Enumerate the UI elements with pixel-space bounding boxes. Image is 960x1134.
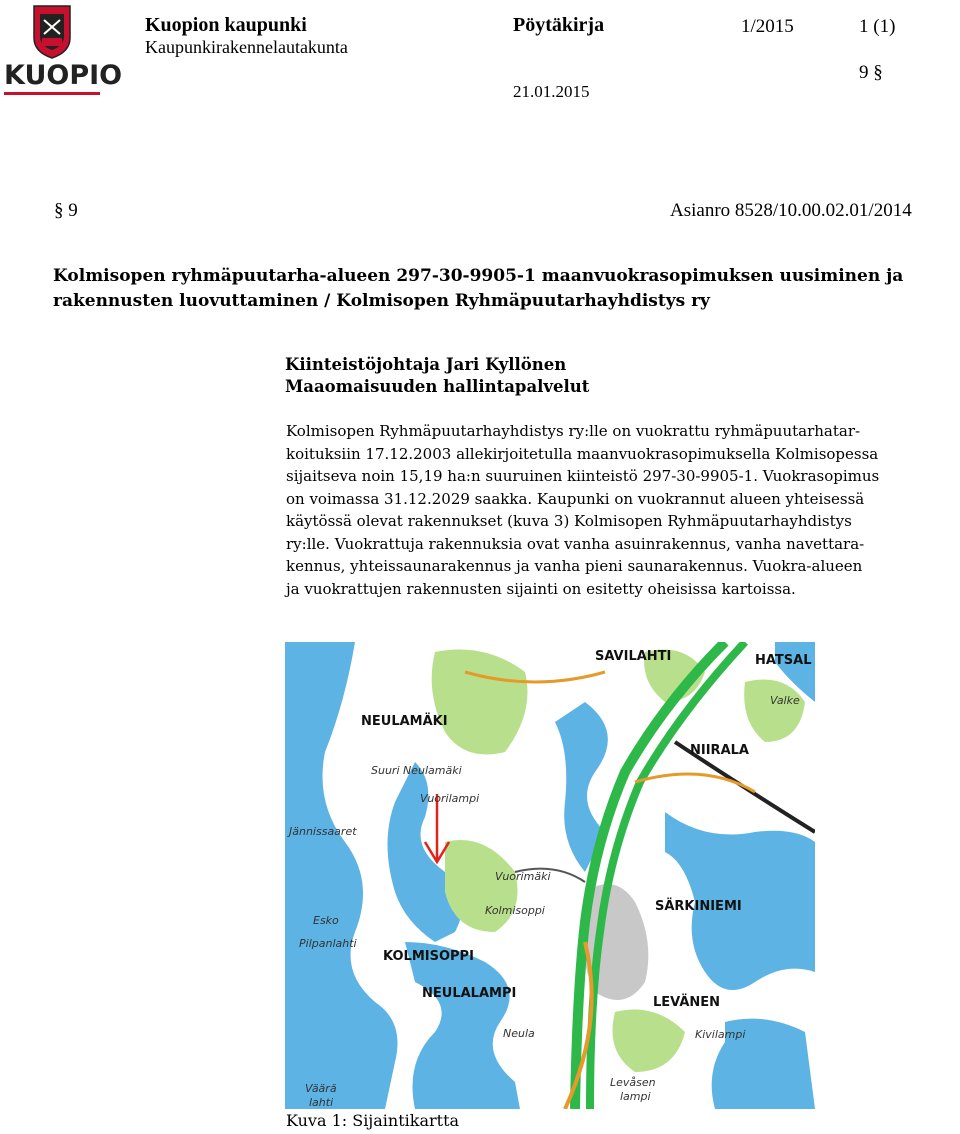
org-name: Kuopion kaupunki — [145, 14, 307, 36]
presenter-block — [285, 354, 589, 398]
map-label-lahti: lahti — [309, 1096, 334, 1109]
map-label-vuorilampi: Vuorilampi — [420, 792, 480, 805]
map-label-suuri-neulamaki: Suuri Neulamäki — [371, 764, 462, 777]
body-line: ry:lle. Vuokrattuja rakennuksia ovat vanha asuinrakennus, vanha navettara- — [286, 534, 865, 553]
section-number: § 9 — [54, 200, 78, 221]
presenter-unit: Maaomaisuuden hallintapalvelut — [285, 377, 590, 396]
presenter-name: Kiinteistöjohtaja Jari Kyllönen — [285, 355, 567, 374]
map-label-neulamaki: NEULAMÄKI — [361, 714, 448, 729]
map-label-esko: Esko — [313, 914, 339, 927]
map-label-niirala: NIIRALA — [690, 743, 749, 758]
section-ref: 9 § — [859, 62, 883, 83]
title-line: Kolmisopen ryhmäpuutarha-alueen 297-30-9905-1 maanvuokrasopimuksen uusiminen ja — [53, 266, 904, 286]
map-label-savilahti: SAVILAHTI — [595, 649, 672, 664]
body-line: on voimassa 31.12.2029 saakka. Kaupunki on vuokrannut alueen yhteisessä — [286, 489, 865, 508]
document-title — [53, 264, 903, 314]
body-line: käytössä olevat rakennukset (kuva 3) Kolmisopen Ryhmäpuutarhayhdistys — [286, 512, 852, 530]
org-unit: Kaupunkirakennelautakunta — [145, 37, 348, 57]
map-label-valkea: Valke — [770, 694, 800, 707]
body-line: kennus, yhteissaunarakennus ja vanha pieni saunarakennus. Vuokra-alueen — [286, 557, 863, 575]
logo-text: KUOPIO — [4, 60, 123, 91]
map-label-vuorimaki: Vuorimäki — [495, 870, 551, 883]
meeting-date: 21.01.2015 — [513, 82, 590, 101]
map-label-levasen: Levåsen — [610, 1076, 656, 1089]
map-graphic — [285, 642, 815, 1109]
location-map — [285, 642, 815, 1109]
map-label-levanen: LEVÄNEN — [653, 995, 721, 1010]
map-label-neulalampi: NEULALAMPI — [422, 986, 517, 1001]
title-line: rakennusten luovuttaminen / Kolmisopen Ryhmäpuutarhayhdistys ry — [53, 291, 710, 311]
map-label-vaara: Vääră — [305, 1082, 337, 1095]
doc-type: Pöytäkirja — [513, 14, 605, 36]
body-line: ja vuokrattujen rakennusten sijainti on esitetty oheisissa kartoissa. — [286, 579, 796, 598]
map-label-lampi: lampi — [620, 1090, 651, 1103]
map-label-sarkiniemi: SÄRKINIEMI — [655, 899, 742, 914]
map-caption: Kuva 1: Sijaintikartta — [286, 1111, 460, 1130]
kuopio-logo — [4, 4, 123, 98]
map-label-jannissaaret: Jännissaaret — [289, 825, 357, 838]
body-line: koituksiin 17.12.2003 allekirjoitetulla maanvuokrasopimuksella Kolmisopessa — [286, 444, 879, 463]
map-label-neula: Neula — [503, 1027, 535, 1040]
body-line: Kolmisopen Ryhmäpuutarhayhdistys ry:lle on vuokrattu ryhmäpuutarhatar- — [286, 422, 861, 440]
case-number: Asianro 8528/10.00.02.01/2014 — [670, 200, 912, 221]
map-label-kolmisoppi: KOLMISOPPI — [383, 949, 474, 964]
body-text — [286, 420, 879, 600]
body-line: sijaitseva noin 15,19 ha:n suuruinen kiinteistö 297-30-9905-1. Vuokrasopimus — [286, 467, 880, 485]
doc-number: 1/2015 — [741, 16, 794, 37]
map-label-kivilampi: Kivilampi — [695, 1028, 746, 1041]
page-number: 1 (1) — [859, 16, 896, 37]
map-label-kolmisoppi-lake: Kolmisoppi — [485, 904, 545, 917]
map-label-pilpanlahti: Pilpanlahti — [299, 937, 357, 950]
map-label-hatsala: HATSAL — [755, 653, 812, 668]
